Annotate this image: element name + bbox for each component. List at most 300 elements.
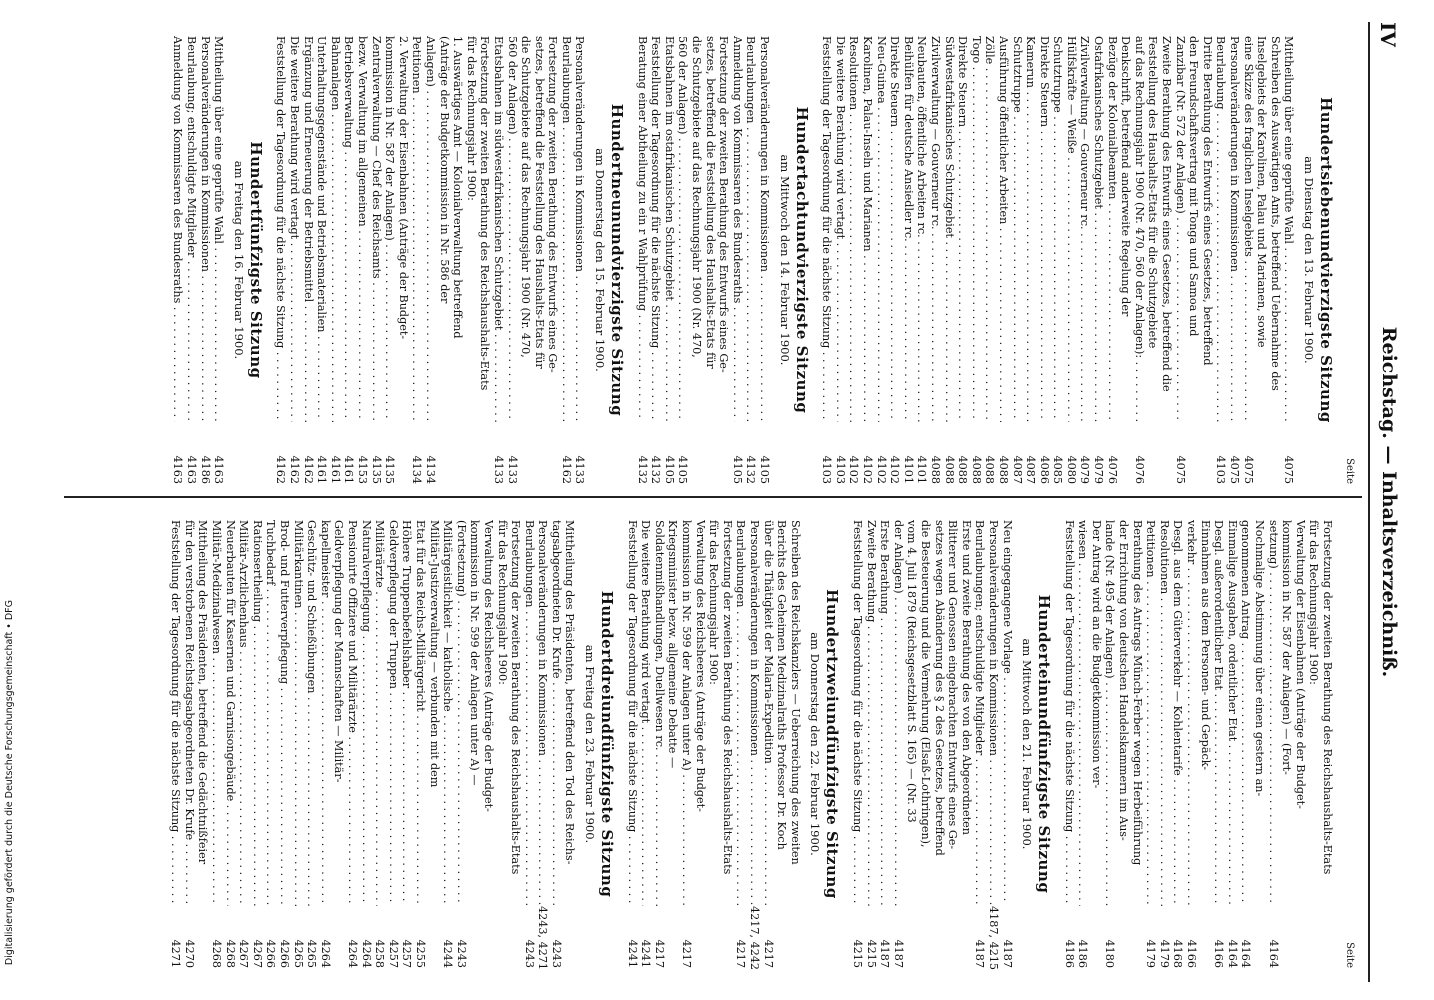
entry-text: Zölle . . . (983, 36, 997, 422)
toc-entry (332, 520, 346, 968)
toc-entry (1092, 36, 1106, 484)
entry-page: 4163 (185, 455, 199, 484)
entry-page: 4180 (1103, 939, 1117, 968)
toc-entry (169, 520, 183, 968)
entry-text: für das Rechnungsjahr 1900: (464, 36, 478, 201)
entry-text: Ausführung öffentlicher Arbeiten . . . (996, 36, 1010, 422)
toc-entry (549, 520, 563, 968)
entry-text: Personalveränderungen in Kommissionen . . . (986, 520, 1000, 906)
entry-page: 4102 (861, 455, 874, 484)
toc-entry (355, 36, 369, 484)
entry-text: Feststellung des Haushalts-Etats für die Schutzgebiete (1146, 36, 1160, 349)
toc-entry (305, 520, 319, 968)
entry-page: 4075 (1241, 455, 1255, 484)
entry-text: Rationsertheilung . . . (250, 520, 264, 906)
toc-entry (679, 520, 693, 968)
toc-entry (1252, 520, 1266, 968)
toc-entry (864, 520, 878, 968)
entry-text: Pensionirte Offiziere und Militärärzte . . . (345, 520, 359, 906)
entry-page: 4168 (1171, 939, 1185, 968)
entry-page: 4244 (441, 939, 455, 968)
toc-entry (959, 520, 973, 968)
entry-text: Etatsbahnen im ostafrikanischen Schutzgebiet . . . (662, 36, 676, 422)
entry-page: 4166 (1185, 939, 1199, 968)
entry-page: 4076 (1105, 455, 1119, 484)
toc-entry (860, 36, 874, 484)
toc-entry (932, 520, 946, 968)
entry-text: wiesen . . . (1076, 520, 1090, 906)
entry-text: (Fortsetzung) . . . (454, 520, 468, 906)
toc-entry (730, 36, 744, 484)
toc-entry (652, 520, 666, 968)
entry-text: Direkte Steuern . . . (888, 36, 902, 422)
toc-entry (277, 520, 291, 968)
toc-entry (878, 520, 892, 968)
toc-entry (1117, 520, 1131, 968)
entry-text: kommission in Nr. 587 der Anlagen) — (Fort- (1280, 520, 1294, 775)
entry-page: 4103 (820, 455, 834, 484)
toc-entry (196, 520, 210, 968)
seite-label: Seite (1344, 942, 1355, 968)
entry-page: 4101 (915, 455, 929, 484)
toc-entry (1307, 520, 1321, 968)
entry-text: Neu-Guinea . . . (874, 36, 888, 422)
entry-text: Dritte Berathung des Entwurfs eines Gesetzes, betreffend (1200, 36, 1214, 366)
entry-text: Nochmalige Abstimmung über einen gestern an- (1253, 520, 1267, 797)
entry-page: 4186 (198, 455, 212, 484)
session-section (820, 36, 1334, 484)
entry-text: Resolutionen . . . (1157, 520, 1171, 906)
toc-entry (237, 520, 251, 968)
toc-entry (1187, 36, 1201, 484)
toc-entry (437, 36, 451, 484)
entry-page: 4217 (680, 939, 694, 968)
footer-credit: Digitalisierung gefördert durch die Deutsche Forschungsgemeinschaft • DFG (4, 600, 15, 966)
entry-text: Anlagen) . . . (423, 36, 437, 422)
entry-page: 4243, 4271 (536, 906, 550, 971)
toc-entry (1062, 520, 1076, 968)
entry-text: Fortsetzung der zweiten Berathung des Entwurfs eines Ge- (546, 36, 560, 373)
toc-entry (918, 520, 932, 968)
toc-entry (369, 36, 383, 484)
column-divider (64, 496, 1362, 498)
entry-text: Petitionen . . . (410, 36, 424, 422)
entry-text: Beurlaubungen . . . (559, 36, 573, 422)
entry-text: Personalveränderungen in Kommissionen . . . (573, 36, 587, 422)
entry-page: 4080 (1064, 455, 1078, 484)
entry-text: Geldverpflegung der Mannschaften — Militär- (332, 520, 346, 783)
toc-entry (1212, 520, 1226, 968)
toc-entry (1103, 520, 1117, 968)
entry-page: 4163 (212, 455, 226, 484)
entry-page: 4079 (1078, 455, 1092, 484)
entry-text: Mittheilung des Präsidenten, betreffend die Gedächtnißfeier (196, 520, 210, 865)
entry-text: Fortsetzung der zweiten Berathung des Reichshaushalts-Etats (478, 36, 492, 391)
toc-entry (720, 520, 734, 968)
toc-entry (468, 520, 482, 968)
entry-text: Personalveränderungen in Kommissionen . . . (1227, 36, 1241, 422)
toc-entry (1184, 520, 1198, 968)
entry-text: Feststellung der Tagesordnung für die nächste Sitzung . . . (649, 36, 663, 422)
entry-text: Anmeldung von Kommissaren des Bundesraths . . . (730, 36, 744, 422)
toc-entry (359, 520, 373, 968)
entry-text: Neuerbauten für Kasernen und Garnisongebäude . . . (223, 520, 237, 906)
toc-entry (478, 36, 492, 484)
toc-entry (915, 36, 929, 484)
entry-text: Feststellung der Tagesordnung für die nächste Sitzung . . . (820, 36, 834, 422)
toc-entry (874, 36, 888, 484)
entry-text: Verwaltung des Reichsheeres (Anträge der Budget- (693, 520, 707, 812)
entry-text: kommission in Nr. 599 der Anlagen unter A) — (468, 520, 482, 786)
entry-text: Bezüge der Kolonialbeamten . . . (1105, 36, 1119, 422)
toc-entry (536, 520, 550, 971)
entry-text: setzes wegen Abänderung des § 2 des Gesetzes, betreffend (932, 520, 946, 856)
entry-text: Zivilverwaltung — Gouverneur rc. . . . (928, 36, 942, 422)
entry-text: Beratung einer Abtheilung zu ein r Wahlprüfung . . . (635, 36, 649, 422)
entry-page: 4085 (1051, 455, 1065, 484)
toc-entry (996, 36, 1010, 484)
entry-text: Schreiben des Auswärtigen Amts, betreffend Uebernahme des (1268, 36, 1282, 391)
toc-entry (1266, 520, 1280, 968)
toc-entry (662, 36, 676, 484)
entry-text: die Schutzgebiete auf das Rechnungsjahr 1900 (Nr. 470, (519, 36, 533, 358)
entry-text: Mittheilung über eine geprüfte Wahl . . . (1282, 36, 1296, 422)
session-date: am Mittwoch den 21. Februar 1900. (1020, 638, 1035, 850)
entry-text: Einmalige Ausgaben, ordentlicher Etat . . . (1225, 520, 1239, 906)
entry-page: 4258 (373, 939, 387, 968)
toc-entry (905, 520, 919, 968)
toc-entry (761, 520, 775, 968)
toc-entry (969, 36, 983, 484)
entry-page: 4087 (1024, 455, 1038, 484)
entry-text: Mittheilung des Präsidenten, betreffend den Tod des Reichs- (563, 520, 577, 865)
toc-entry (676, 36, 690, 484)
entry-page: 4187, 4215 (986, 906, 1000, 971)
entry-text: Militärkantinen . . . (291, 520, 305, 906)
entry-text: Beurlaubung; entschuldigte Mitglieder . . . (184, 36, 198, 422)
toc-entry (625, 520, 639, 968)
toc-entry (441, 520, 455, 968)
toc-entry (639, 520, 653, 968)
session-heading: Hundertzweiundfünfzigste Sitzung (823, 589, 842, 899)
toc-entry (747, 520, 762, 971)
toc-entry (495, 520, 509, 968)
entry-text: Berichts des Geheimen Medizinalraths Professor Dr. Koch (775, 520, 789, 850)
entry-page: 4257 (386, 939, 400, 968)
session-date: am Freitag den 23. Februar 1900. (583, 644, 598, 844)
toc-entry (410, 36, 424, 484)
toc-entry (1144, 520, 1158, 968)
entry-page: 4187 (1000, 939, 1014, 968)
entry-text: Soldatenmißhandlungen, Duellwesen rc. . . . (652, 520, 666, 906)
session-heading: Hundertfünfzigste Sitzung (246, 141, 265, 379)
entry-page: 4271 (169, 939, 183, 968)
toc-entry (1010, 36, 1024, 484)
entry-text: Desgl. außerordentlicher Etat . . . (1212, 520, 1226, 906)
entry-text: Feststellung der Tagesordnung für die nächste Sitzung . . . (1062, 520, 1076, 906)
toc-entry (413, 520, 427, 968)
toc-entry (1280, 520, 1294, 968)
toc-entry (1132, 36, 1146, 484)
entry-text: Bahnanlagen . . . (328, 36, 342, 422)
entry-page: 4132 (635, 455, 649, 484)
entry-text: für das Rechnungsjahr 1900: (707, 520, 721, 685)
entry-text: Feststellung der Tagesordnung für die nächste Sitzung . . . (274, 36, 288, 422)
toc-entry (563, 520, 577, 968)
entry-text: Etat für das Reichs-Militärgericht . . . (413, 520, 427, 906)
session-section (625, 520, 842, 971)
entry-text: Betriebsverwaltung . . . (342, 36, 356, 422)
toc-entry (427, 520, 441, 968)
session-date: am Donnerstag den 22. Februar 1900. (808, 632, 823, 856)
toc-entry (546, 36, 560, 484)
entry-text: Zweite Berathung des Entwurfs eines Gesetzes, betreffend die (1160, 36, 1174, 392)
entry-text: Blitterer und Genossen eingebrachten Entwurfs eines Ge- (946, 520, 960, 850)
entry-text: Höhere Truppenbefehlshaber . . . (400, 520, 414, 906)
entry-text: auf das Rechnungsjahr 1900 (Nr. 470, 560 der Anlagen): . . . (1132, 36, 1146, 422)
entry-text: Kamerun . . . (1024, 36, 1038, 422)
entry-text: Brod- und Futterverpflegung . . . (277, 520, 291, 906)
entry-text: Resolutionen . . . (847, 36, 861, 422)
entry-text: bezw. Verwaltung im allgemeinen . . . (355, 36, 369, 422)
entry-page: 4134 (423, 455, 437, 484)
entry-text: Fortsetzung der zweiten Berathung des Reichshaushalts-Etats (720, 520, 734, 875)
entry-page: 4162 (559, 455, 573, 484)
session-section (171, 36, 264, 484)
entry-text: genommenen Antrag . . . (1239, 520, 1253, 906)
toc-entry (264, 520, 278, 968)
entry-page: 4255 (413, 939, 427, 968)
entry-text: Fortsetzung der zweiten Berathung des Reichshaushalts-Etats (1321, 520, 1334, 875)
entry-text: Karolinen, Palau-Inseln und Marianen . . . (860, 36, 874, 422)
entry-page: 4076 (1132, 455, 1146, 484)
entry-text: Denkschrift, betreffend anderweite Regelung der (1119, 36, 1133, 317)
toc-entry (209, 520, 223, 968)
entry-page: 4088 (928, 455, 942, 484)
entry-text: Die weitere Berathung wird vertagt . . . (287, 36, 301, 422)
entry-page: 4161 (342, 455, 356, 484)
toc-entry (850, 520, 864, 968)
entry-page: 4103 (833, 455, 847, 484)
entry-text: der Errichtung von deutschen Handelskammern im Aus- (1117, 520, 1131, 841)
entry-text: setzes, betreffend die Feststellung des Haushalts-Etats für (703, 36, 717, 369)
session-date: am Freitag den 16. Februar 1900. (231, 160, 246, 360)
toc-entry (1293, 520, 1307, 968)
toc-entry (1051, 36, 1065, 484)
toc-entry (1225, 520, 1239, 968)
toc-entry (423, 36, 437, 484)
toc-entry (820, 36, 834, 484)
session-date: am Donnerstag den 15. Februar 1900. (593, 148, 608, 372)
session-section (169, 520, 617, 971)
entry-text: Beurlaubungen . . . (522, 520, 536, 906)
toc-entry (1239, 520, 1253, 968)
entry-text: Petitionen . . . (1144, 520, 1158, 906)
entry-text: Einnahmen aus dem Personen- und Gepäck- (1198, 520, 1212, 771)
entry-page: 4265 (291, 939, 305, 968)
entry-page: 4243 (454, 939, 468, 968)
left-column (171, 36, 1356, 484)
entry-page: 4217 (761, 939, 775, 968)
entry-page: 4270 (182, 939, 196, 968)
entry-page: 4075 (1282, 455, 1296, 484)
entry-page: 4186 (1062, 939, 1076, 968)
entry-page: 4166 (1212, 939, 1226, 968)
toc-entry (454, 520, 468, 968)
entry-text: 560 der Anlagen) . . . (505, 36, 519, 422)
toc-entry (788, 520, 802, 968)
toc-entry (396, 36, 410, 484)
right-column (169, 520, 1356, 971)
toc-entry (274, 36, 288, 484)
entry-page: 4102 (874, 455, 888, 484)
entry-page: 4103 (1214, 455, 1228, 484)
toc-entry (1282, 36, 1296, 484)
entry-text: Geldverpflegung der Truppen . . . (386, 520, 400, 906)
entry-page: 4135 (383, 455, 397, 484)
entry-page: 4241 (639, 939, 653, 968)
entry-text: Mittheilung über eine geprüfte Wahl . . . (212, 36, 226, 422)
entry-page: 4162 (274, 455, 288, 484)
entry-page: 4187 (891, 939, 905, 968)
entry-text: 1. Auswärtiges Amt — Kolonialverwaltung betreffend (451, 36, 465, 339)
header-rule (1368, 22, 1370, 982)
toc-entry (383, 36, 397, 484)
entry-text: Erste Berathung . . . (878, 520, 892, 906)
entry-text: Desgl. aus dem Güterverkehr — Kohlentarife . . . (1171, 520, 1185, 906)
entry-text: Tuchbedarf . . . (264, 520, 278, 906)
entry-page: 4264 (346, 939, 359, 968)
toc-entry (1146, 36, 1160, 484)
entry-page: 4161 (328, 455, 342, 484)
entry-text: Feststellung der Tagesordnung für die nächste Sitzung . . . (625, 520, 639, 906)
entry-text: lande (Nr. 495 der Anlagen) . . . (1103, 520, 1117, 906)
toc-entry (888, 36, 902, 484)
entry-page: 4163 (171, 455, 185, 484)
toc-entry (942, 36, 956, 484)
toc-entry (1200, 36, 1214, 484)
toc-entry (451, 36, 465, 484)
entry-text: Fortsetzung der zweiten Berathung des Reichshaushalts-Etats (509, 520, 523, 875)
entry-page: 4133 (491, 455, 505, 484)
toc-entry (1320, 520, 1334, 968)
entry-page: 4134 (410, 455, 424, 484)
entry-text: Beihülfen für deutsche Ansiedler rc. . . . (901, 36, 915, 422)
toc-entry (573, 36, 587, 484)
page-title: Reichstag. — Inhaltsverzeichniß. (1378, 326, 1400, 678)
entry-page: 4179 (1157, 939, 1171, 968)
entry-page: 4088 (969, 455, 983, 484)
entry-text: Schutztruppe . . . (1051, 36, 1065, 422)
session-section (850, 520, 1054, 971)
entry-text: eine Skizze des fraglichen Inselgebiets . . . (1241, 36, 1255, 422)
entry-text: Unterhaltungsgegenstände und Betriebsmaterialien . . . (315, 36, 329, 422)
entry-text: kommission in Nr. 599 der Anlagen unter A) . . . (679, 520, 693, 906)
toc-entry (198, 36, 212, 484)
entry-page: 4135 (369, 455, 383, 484)
entry-page: 4267 (250, 939, 264, 968)
entry-text: Kriegsminister bezw. allgemeine Debatte — (666, 520, 680, 769)
toc-entry (703, 36, 717, 484)
toc-entry (1241, 36, 1255, 484)
toc-entry (734, 520, 748, 968)
entry-text: Geschütz- und Schießübungen . . . (305, 520, 319, 906)
entry-text: Ostafrikanisches Schutzgebiet . . . (1092, 36, 1106, 422)
seite-label: Seite (1344, 458, 1355, 484)
entry-text: für den verstorbenen Reichstagsabgeordneten Dr. Krufe . . . (182, 520, 196, 906)
entry-text: Die weitere Berathung wird vertagt . . . (833, 36, 847, 422)
toc-entry (693, 520, 707, 968)
toc-entry (491, 36, 505, 484)
entry-page: 4102 (888, 455, 902, 484)
entry-page: 4088 (942, 455, 956, 484)
toc-entry (983, 36, 997, 484)
entry-text: Personalveränderungen in Kommissionen . . . (747, 520, 761, 906)
entry-text: Feststellung der Tagesordnung für die nächste Sitzung . . . (850, 520, 864, 906)
session-section (1062, 520, 1334, 968)
session-heading: Hundertneunundvierzigste Sitzung (608, 103, 627, 417)
entry-page: 4162 (288, 455, 302, 484)
toc-entry (986, 520, 1000, 971)
toc-entry (345, 520, 359, 968)
toc-entry (1064, 36, 1078, 484)
toc-entry (532, 36, 546, 484)
entry-text: tagsabgeordneten Dr. Krufe . . . (549, 520, 563, 906)
entry-text: Neu eingegangene Vorlage . . . (1000, 520, 1014, 906)
entry-page: 4268 (210, 939, 224, 968)
session-heading: Hundertdreiundfünfzigste Sitzung (598, 590, 617, 898)
entry-page: 4186 (1076, 939, 1090, 968)
entry-text: Die weitere Berathung wird vertagt . . . (639, 520, 653, 906)
toc-entry (386, 520, 400, 968)
toc-entry (757, 36, 771, 484)
entry-page: 4132 (649, 455, 663, 484)
toc-entry (373, 520, 387, 968)
toc-entry (1157, 520, 1171, 968)
entry-text: über die Thätigkeit der Malaria-Expedition . . . (761, 520, 775, 906)
entry-text: Naturalverpflegung . . . (359, 520, 373, 906)
toc-entry (318, 520, 332, 968)
entry-page: 4264 (359, 939, 373, 968)
entry-page: 4267 (237, 939, 251, 968)
entry-page: 4266 (264, 939, 278, 968)
entry-text: die Schutzgebiete auf das Rechnungsjahr 1900 (Nr. 470, (690, 36, 704, 358)
session-section (635, 36, 810, 484)
toc-entry (342, 36, 356, 484)
entry-text: Militär-Medizinalwesen . . . (209, 520, 223, 906)
toc-entry (212, 36, 226, 484)
toc-entry (1000, 520, 1014, 968)
toc-entry (184, 36, 198, 484)
entry-page: 4088 (956, 455, 970, 484)
toc-entry (287, 36, 301, 484)
session-date: am Mittwoch den 14. Februar 1900. (777, 154, 792, 366)
toc-entry (1159, 36, 1173, 484)
entry-text: Feststellung der Tagesordnung für die nächste Sitzung . . . (169, 520, 183, 906)
entry-text: kommission in Nr. 587 der Anlagen) . . . (383, 36, 397, 422)
toc-entry (1198, 520, 1212, 968)
entry-text: Etatsbahnen im südwestafrikanischen Schutzgebiet . . . (491, 36, 505, 422)
toc-entry (291, 520, 305, 968)
entry-page: 4105 (758, 455, 772, 484)
toc-entry (901, 36, 915, 484)
entry-page: 4164 (1225, 939, 1239, 968)
entry-page: 4243 (522, 939, 536, 968)
entry-text: Personalveränderungen in Kommissionen . . . (536, 520, 550, 906)
entry-text: Militärgeistlichkeit — katholische . . . (441, 520, 455, 906)
toc-entry (223, 520, 237, 968)
toc-entry (301, 36, 315, 484)
